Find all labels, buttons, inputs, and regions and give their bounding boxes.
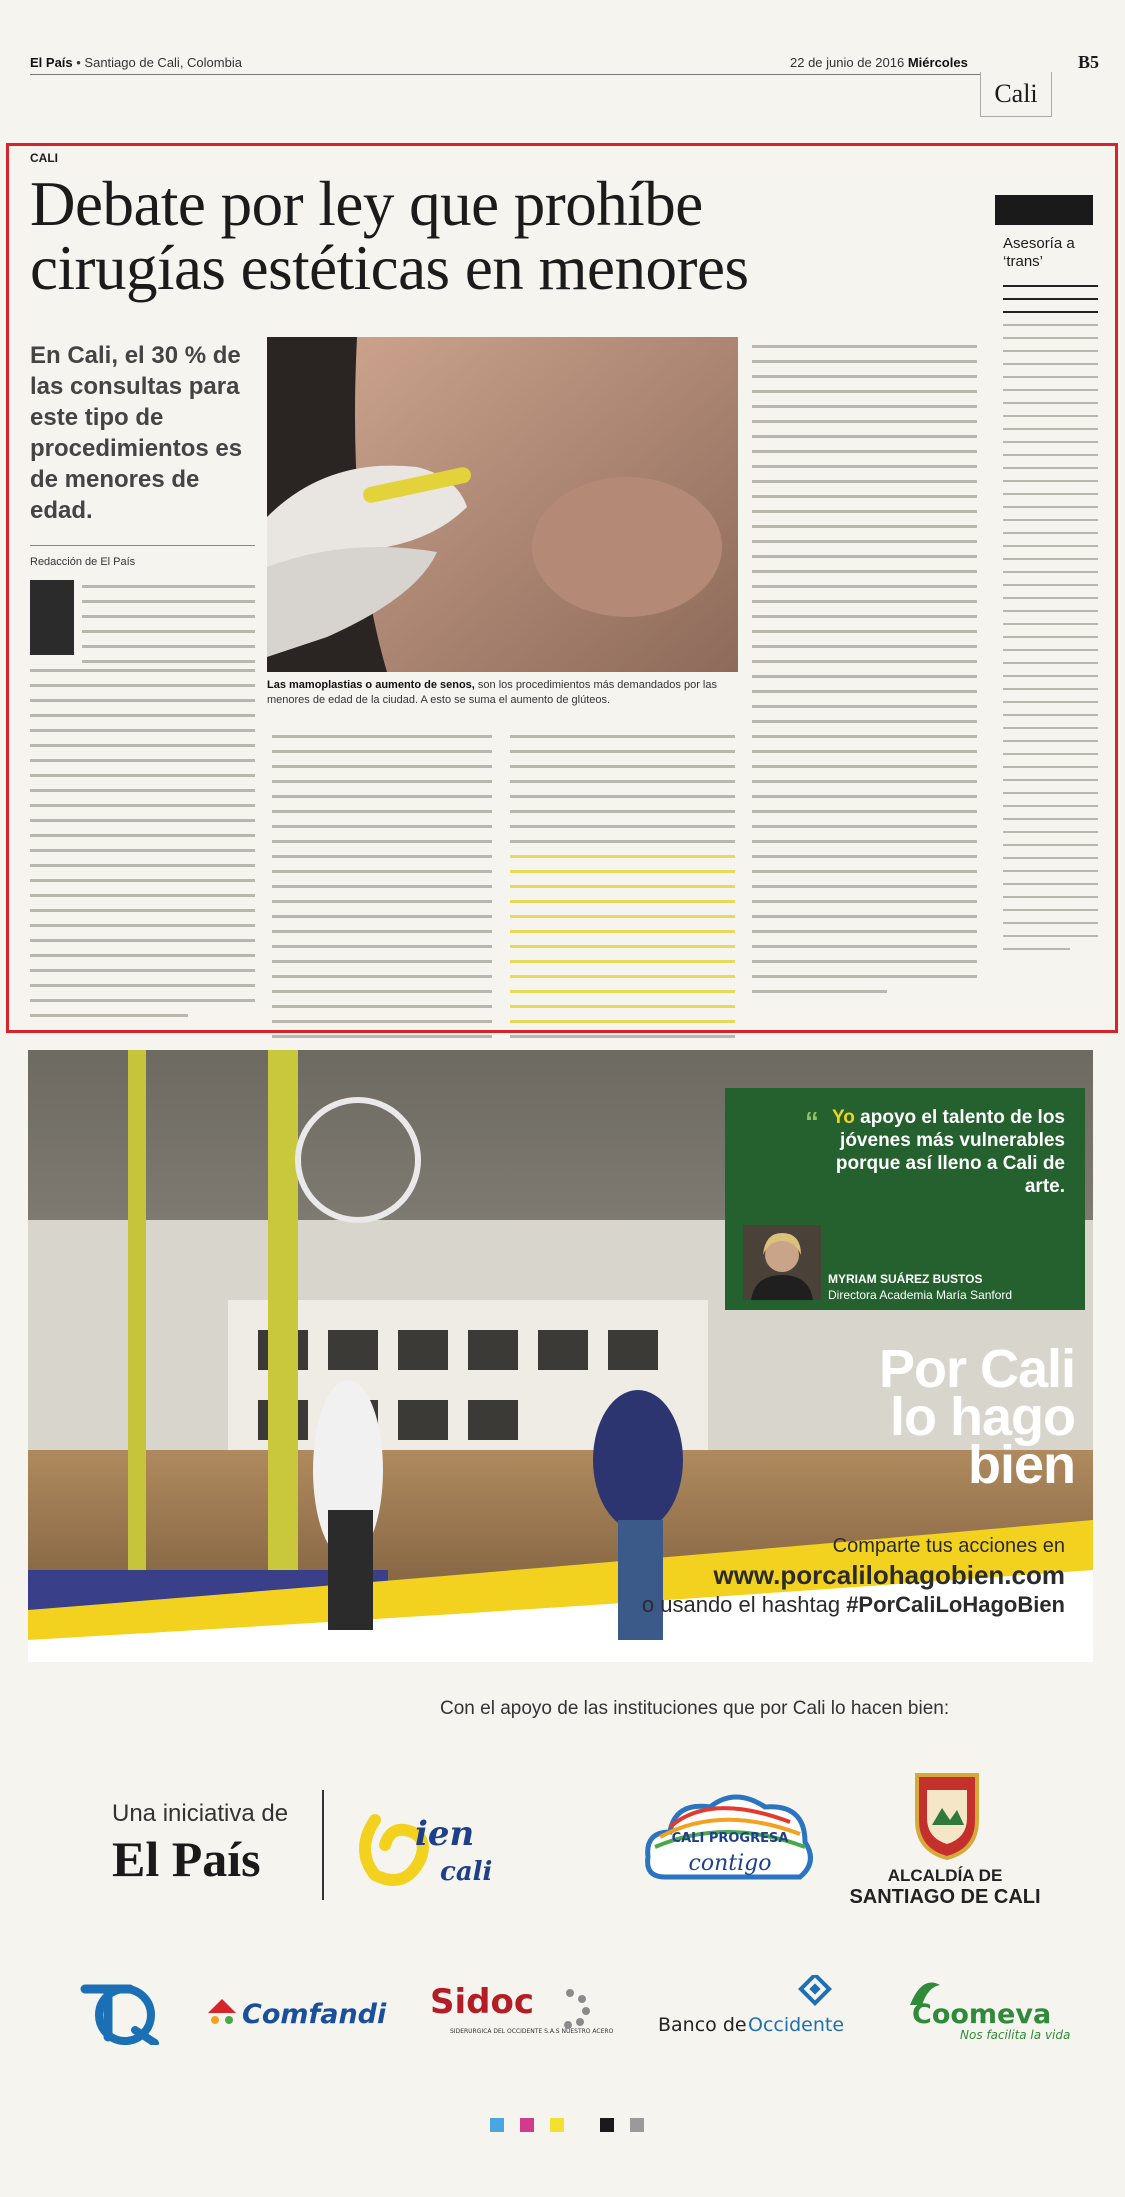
coomeva-tagline: Nos facilita la vida: [960, 2028, 1071, 2042]
weekday-text: Miércoles: [907, 55, 968, 70]
photo-caption: [267, 678, 738, 708]
hashtag-text: #PorCaliLoHagoBien: [846, 1592, 1065, 1617]
logo-divider: [322, 1790, 324, 1900]
paper-location: Santiago de Cali, Colombia: [84, 55, 242, 70]
header-divider: [30, 74, 980, 75]
sidebar-black-bar: [995, 195, 1093, 225]
alcaldia-shield-icon: [912, 1770, 982, 1860]
column-2-body: [272, 735, 492, 1095]
article-byline: Redacción de El País: [30, 556, 136, 568]
svg-text:cali: cali: [440, 1857, 493, 1887]
sponsor-banco-occidente: [650, 1975, 860, 2045]
caption-bold: Las mamoplastias o aumento de senos,: [267, 679, 475, 691]
ad-share-line: Comparte tus acciones en: [832, 1535, 1065, 1557]
ad-quote-text: [795, 1106, 1065, 1198]
magenta-swatch: [520, 2118, 534, 2132]
subhead-divider: [30, 545, 255, 546]
column-4-body: [752, 345, 977, 1005]
sponsor-comfandi: [200, 1975, 400, 2045]
cali-progresa-logo: [640, 1782, 820, 1907]
alcaldia-text-1: ALCALDÍA DE: [887, 1866, 1003, 1885]
banco-text-2: Occidente: [748, 2014, 845, 2036]
sidebar-body: [1003, 285, 1098, 961]
section-label: Cali: [980, 72, 1052, 117]
ad-share-url: www.porcalilohagobien.com: [713, 1560, 1065, 1590]
headline-line-1: Debate por ley que prohíbe: [30, 169, 703, 239]
masthead: El País • Santiago de Cali, Colombia: [30, 55, 242, 70]
drop-cap: [30, 580, 74, 655]
cali-progresa-text-2: contigo: [688, 1851, 772, 1876]
sponsor-tq-logo: [70, 1975, 170, 2045]
quote-yo: Yo: [832, 1107, 855, 1128]
ad-share-hashtag: [560, 1592, 1065, 1618]
print-registration-marks: [490, 2118, 656, 2137]
cali-progresa-text-1: CALI PROGRESA: [671, 1831, 789, 1846]
banco-text-1: Banco de: [658, 2014, 747, 2036]
quote-author-role: Directora Academia María Sanford: [828, 1288, 1013, 1302]
svg-text:ien: ien: [415, 1814, 475, 1854]
date-text: 22 de junio de 2016: [790, 55, 905, 70]
sidebar-title: Asesoría a ‘trans’: [1003, 235, 1075, 270]
quote-portrait: [743, 1225, 821, 1300]
sidoc-subtitle: SIDERURGICA DEL OCCIDENTE S.A.S NUESTRO ACERO: [450, 2028, 614, 2035]
coomeva-text: Coomeva: [912, 1999, 1052, 2030]
article-photo: [267, 337, 738, 672]
ad-slogan: Por Cali lo hago bien: [878, 1339, 1075, 1495]
issue-date: [790, 55, 968, 70]
bien-cali-logo: [345, 1790, 525, 1900]
yellow-swatch: [550, 2118, 564, 2132]
support-text: Con el apoyo de las instituciones que por Cali lo hacen bien:: [440, 1698, 950, 1719]
column-1-top: [82, 585, 255, 675]
article-headline: [30, 169, 990, 303]
alcaldia-text-2: SANTIAGO DE CALI: [849, 1886, 1041, 1908]
column-3-body: [510, 735, 735, 1065]
highlighted-passage: [510, 855, 735, 1023]
sponsor-sidoc: [430, 1975, 615, 2045]
article-kicker: CALI: [30, 151, 58, 165]
caption-text: son los procedimientos más demandados por las menores de edad de la ciudad. A esto se suma el aumento de glúteos.: [267, 679, 717, 706]
paper-name: El País: [30, 55, 73, 70]
article-subhead: En Cali, el 30 % de las consultas para este tipo de procedimientos es de menores de edad.: [30, 342, 243, 524]
comfandi-text: Comfandi: [242, 1999, 387, 2030]
black-swatch: [600, 2118, 614, 2132]
page-number: B5: [1078, 52, 1100, 72]
column-1-body: [30, 669, 255, 1029]
quote-author-name: MYRIAM SUÁREZ BUSTOS: [828, 1272, 983, 1286]
quote-rest: apoyo el talento de los jóvenes más vulnerables porque así lleno a Cali de arte.: [835, 1107, 1065, 1197]
gray-swatch: [630, 2118, 644, 2132]
quote-mark-icon: “: [805, 1106, 819, 1137]
el-pais-logo: El País: [112, 1831, 261, 1887]
cyan-swatch: [490, 2118, 504, 2132]
sidoc-text: Sidoc: [430, 1982, 534, 2022]
iniciativa-text: Una iniciativa de: [112, 1800, 289, 1827]
sponsor-coomeva: [900, 1975, 1075, 2045]
headline-line-2: cirugías estéticas en menores: [30, 233, 749, 303]
hashtag-prefix: o usando el hashtag: [641, 1592, 841, 1617]
